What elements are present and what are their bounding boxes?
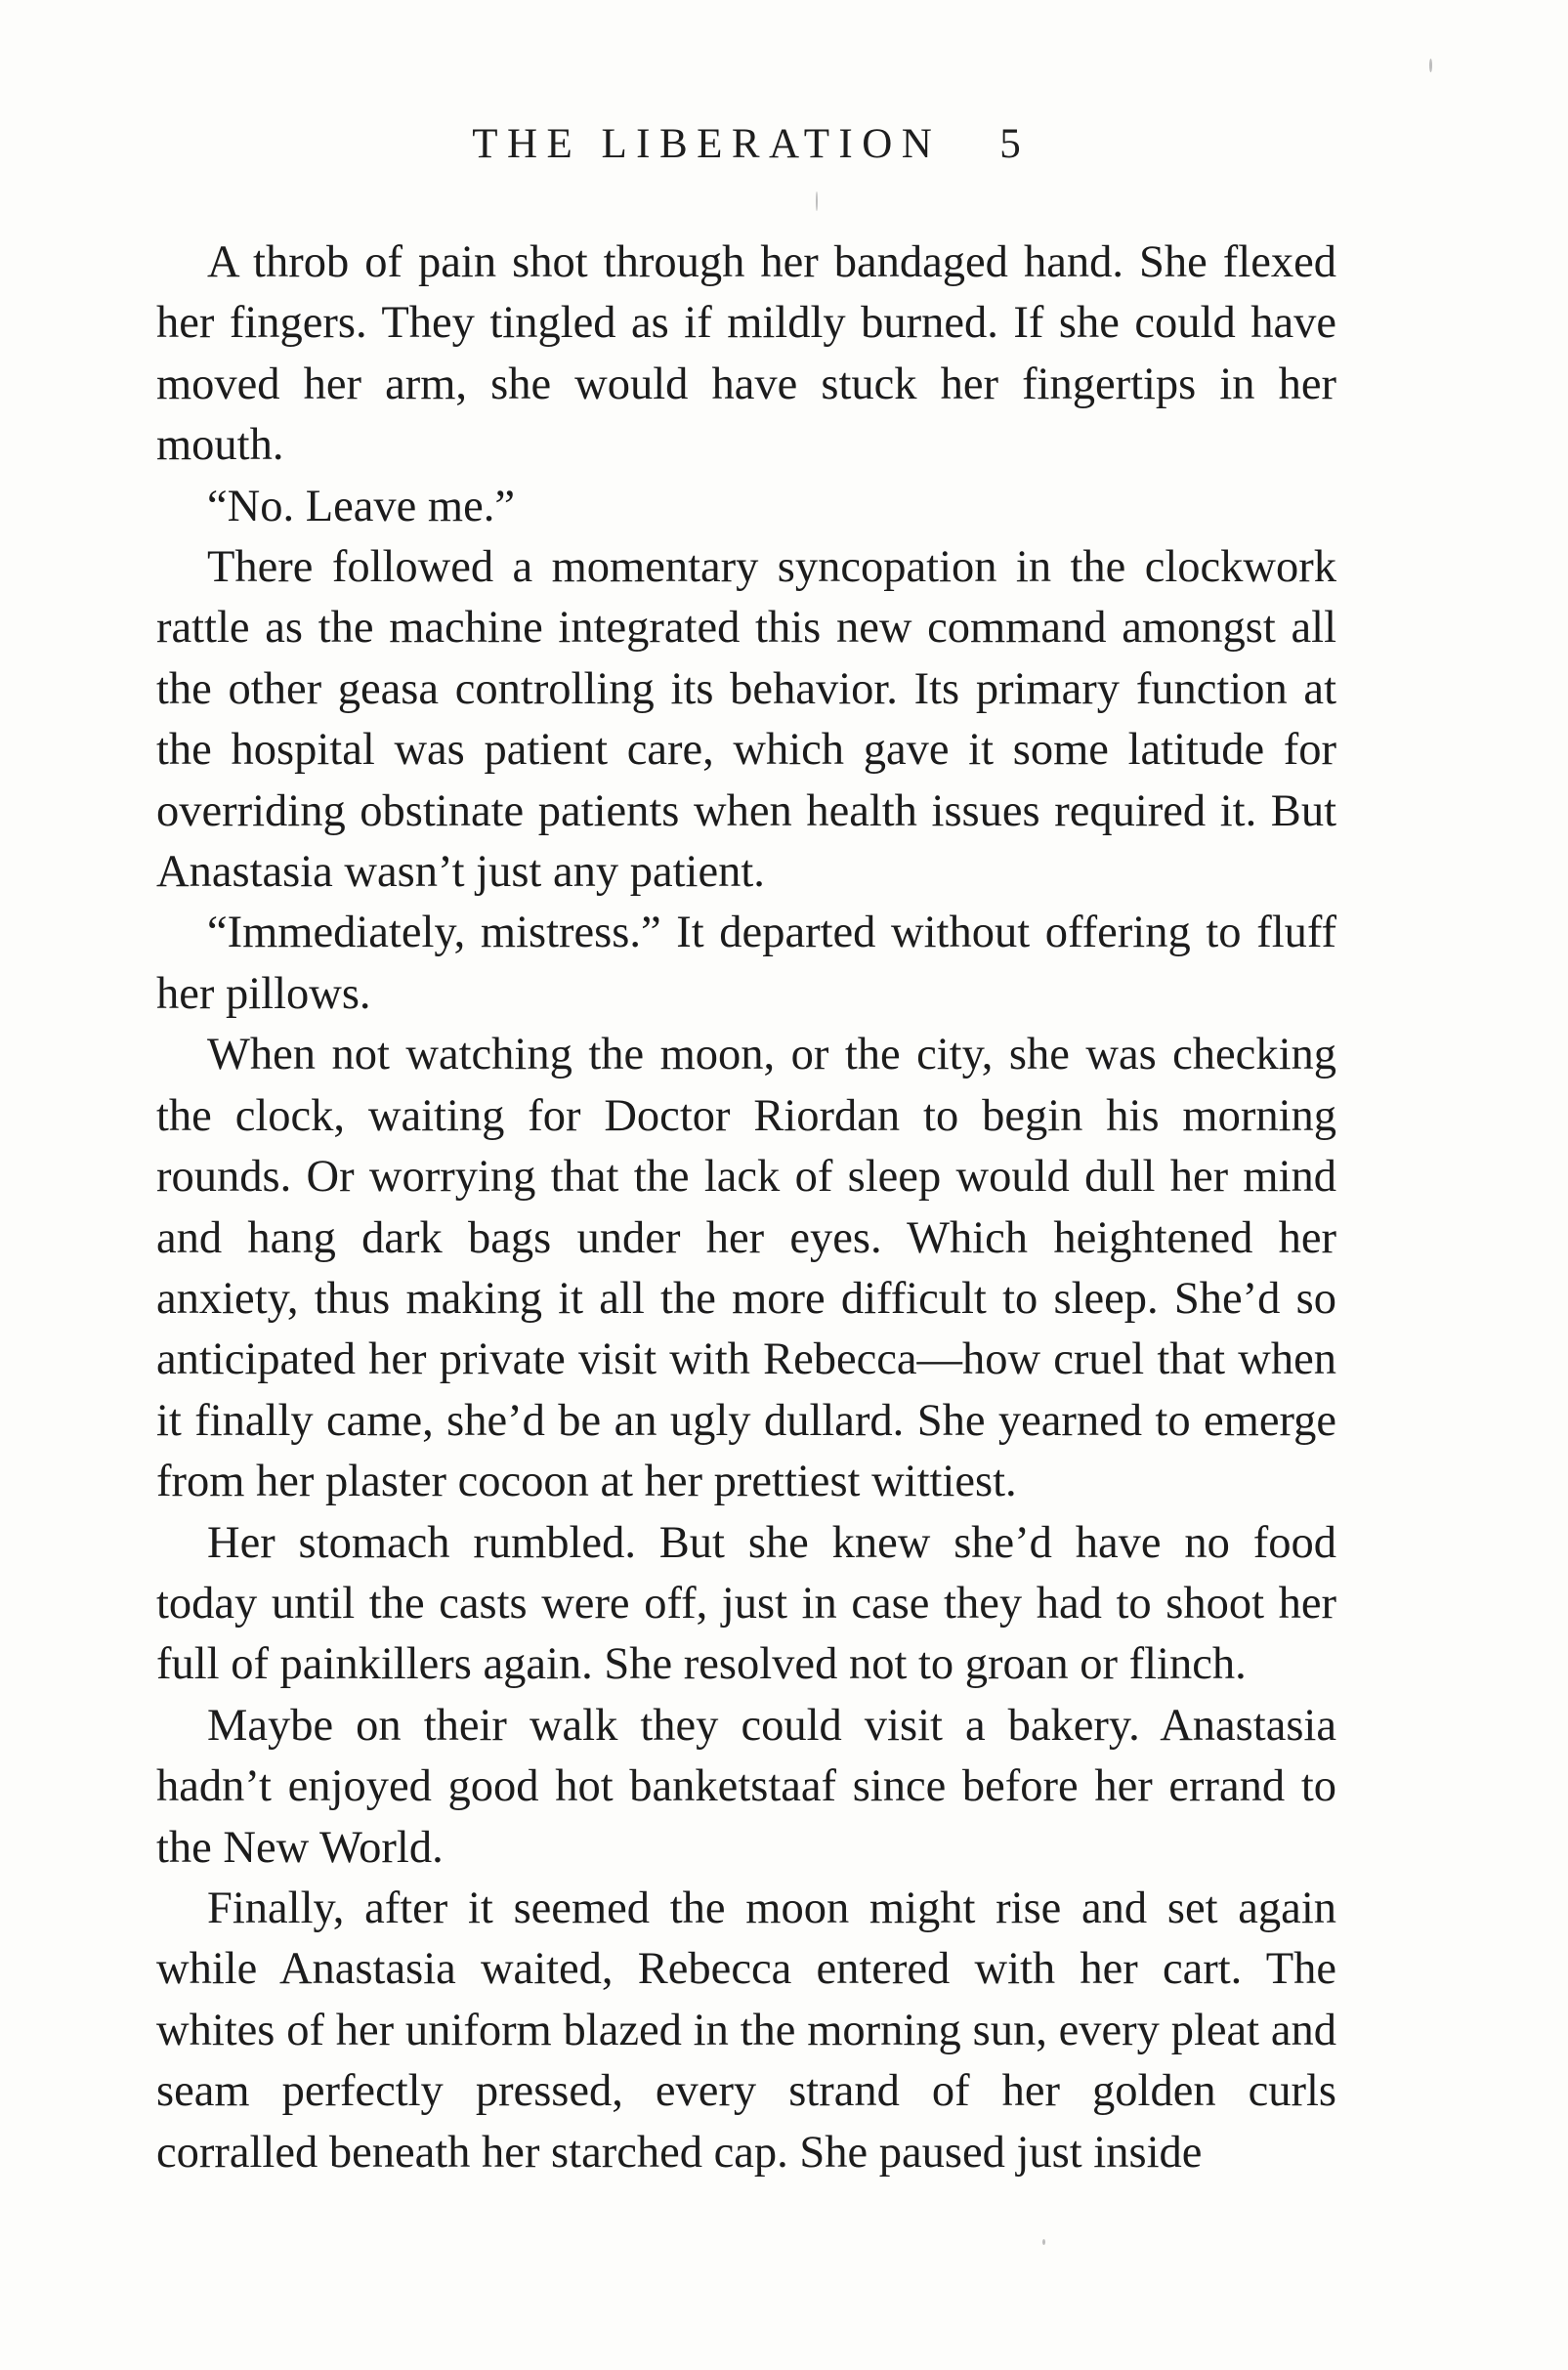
paragraph: Finally, after it seemed the moon might rise and set again while Anastasia waited, Rebecca entered with her cart. The whites of her uniform blazed in the morning sun, every pleat and seam perfectly pressed, every strand of her golden curls corralled beneath her starched cap. She paused just inside bbox=[156, 1883, 1336, 2178]
paragraph: When not watching the moon, or the city, she was checking the clock, waiting for Doctor Riordan to begin his morning rounds. Or worrying that the lack of sleep would dull her mind and hang dark bags under her eyes. Which heightened her anxiety, thus making it all the more difficult to sleep. She’d so anticipated her private visit with Rebecca—how cruel that when it finally came, she’d be an ugly dullard. She yearned to emerge from her plaster cocoon at her prettiest wittiest. bbox=[156, 1030, 1336, 1507]
paragraph: “Immediately, mistress.” It departed without offering to fluff her pillows. bbox=[156, 908, 1336, 1019]
running-head bbox=[156, 115, 1336, 174]
paragraph: “No. Leave me.” bbox=[207, 481, 515, 531]
paragraph: A throb of pain shot through her bandaged hand. She flexed her fingers. They tingled as if mildly burned. If she could have moved her arm, she would have stuck her fingertips in her mouth. bbox=[156, 237, 1336, 471]
page-number: 5 bbox=[999, 121, 1021, 167]
body-text bbox=[156, 233, 1336, 2183]
book-title: THE LIBERATION bbox=[472, 121, 942, 167]
paragraph: There followed a momentary syncopation in the clockwork rattle as the machine integrated this new command amongst all the other geasa controlling its behavior. Its primary function at the hospital was patient care, which gave it some latitude for overriding obstinate patients when health issues required it. But Anastasia wasn’t just any patient. bbox=[156, 542, 1336, 898]
scan-speck bbox=[1042, 2239, 1045, 2245]
paragraph: Her stomach rumbled. But she knew she’d have no food today until the casts were off, just in case they had to shoot her full of painkillers again. She resolved not to groan or flinch. bbox=[156, 1517, 1336, 1690]
scan-speck bbox=[816, 191, 818, 211]
scan-speck bbox=[1429, 59, 1432, 72]
book-page bbox=[156, 0, 1336, 2370]
paragraph: Maybe on their walk they could visit a bakery. Anastasia hadn’t enjoyed good hot banketstaaf since before her errand to the New World. bbox=[156, 1700, 1336, 1873]
